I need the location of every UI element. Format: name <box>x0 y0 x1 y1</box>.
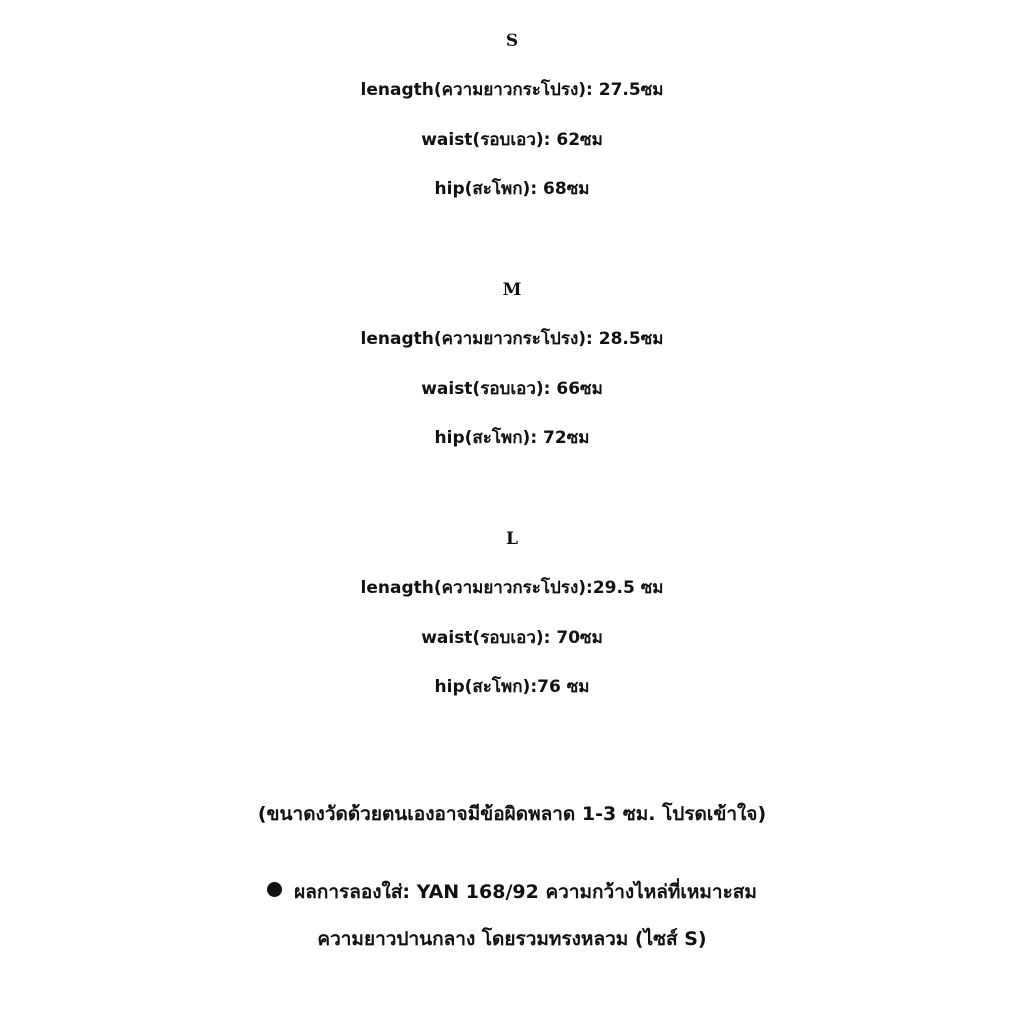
size-l-heading: L <box>506 529 518 549</box>
measurement-disclaimer: (ขนาดงวัดด้วยตนเองอาจมีข้อผิดพลาด 1-3 ซม. โปรดเข้าใจ) <box>257 803 767 825</box>
size-s-waist: waist(รอบเอว): 62ซม <box>421 130 603 150</box>
try-on-note-line-2: ความยาวปานกลาง โดยรวมทรงหลวม (ไซส์ S) <box>317 928 707 950</box>
try-on-text-1: ผลการลองใส่: YAN 168/92 ความกว้างไหล่ที่เหมาะสม <box>294 881 757 903</box>
size-l-waist: waist(รอบเอว): 70ซม <box>421 628 603 648</box>
size-s-hip: hip(สะโพก): 68ซม <box>434 179 590 199</box>
size-m-heading: M <box>502 280 522 300</box>
size-s-heading: S <box>505 31 519 51</box>
size-l-length: lenagth(ความยาวกระโปรง):29.5 ซม <box>360 578 664 598</box>
size-s-length: lenagth(ความยาวกระโปรง): 27.5ซม <box>360 80 664 100</box>
size-m-waist: waist(รอบเอว): 66ซม <box>421 379 603 399</box>
try-on-note-line-1 <box>0 882 1024 902</box>
size-m-length: lenagth(ความยาวกระโปรง): 28.5ซม <box>360 329 664 349</box>
bullet-icon <box>267 882 282 897</box>
size-l-hip: hip(สะโพก):76 ซม <box>434 677 590 697</box>
size-m-hip: hip(สะโพก): 72ซม <box>434 428 590 448</box>
